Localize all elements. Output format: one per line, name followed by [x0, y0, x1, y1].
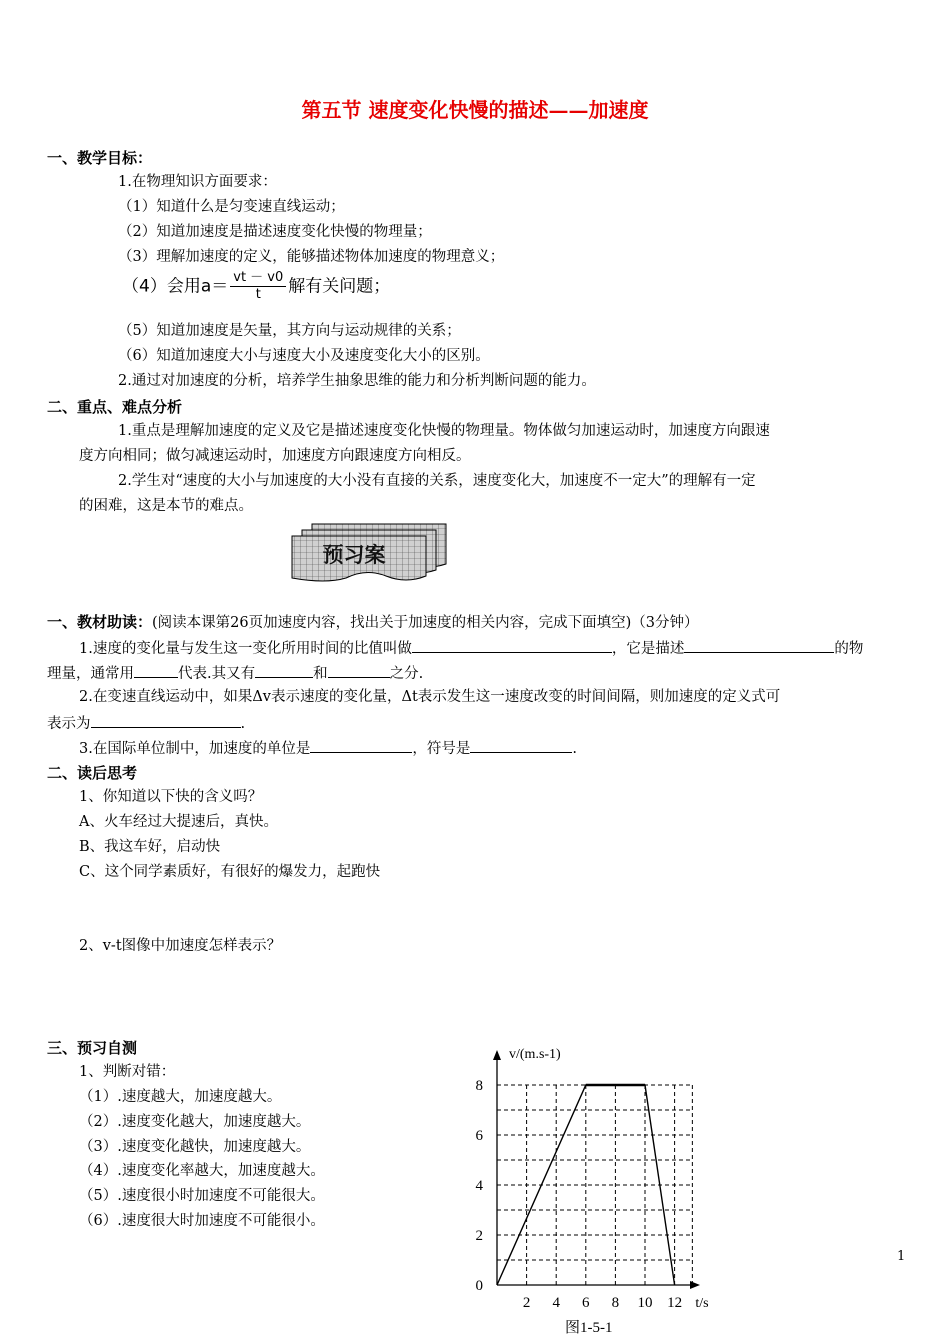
thinking-q1: 1、你知道以下快的含义吗？ — [79, 789, 263, 805]
x-axis-label: t/s — [695, 1296, 709, 1311]
y-tick-label: 0 — [475, 1278, 483, 1294]
banner-label: 预习案 — [322, 543, 386, 567]
selftest-q1: 1、判断对错： — [79, 1064, 176, 1080]
x-tick-label: 4 — [552, 1295, 560, 1311]
page-title: 第五节 速度变化快慢的描述——加速度 — [301, 98, 649, 122]
q1-blank-5[interactable] — [328, 662, 390, 678]
selftest-item-2: （2）.速度变化越大，加速度越大。 — [79, 1114, 311, 1130]
q2-text-b: 表示为 — [47, 716, 91, 732]
y-axis-arrow — [493, 1050, 501, 1060]
q1-text-g: 之分. — [389, 666, 424, 682]
x-axis-arrow — [690, 1281, 700, 1289]
formula-numerator: vt － v0 — [230, 270, 286, 287]
q1-text-b: ，它是描述 — [611, 641, 685, 657]
q3-blank-1[interactable] — [310, 737, 412, 753]
formula-prefix: （4）会用 — [122, 276, 201, 297]
reading-q2-line1: 2.在变速直线运动中，如果Δv表示速度的变化量，Δt表示发生这一速度改变的时间间隔，则加速度的定义式可 — [79, 689, 781, 705]
formula-lhs: a＝ — [200, 276, 229, 297]
y-tick-label: 6 — [475, 1128, 483, 1144]
q1-blank-4[interactable] — [255, 662, 313, 678]
goals-item-2: 2.通过对加速度的分析，培养学生抽象思维的能力和分析判断问题的能力。 — [118, 373, 596, 389]
q1-text-e: 代表.其又有 — [178, 666, 256, 682]
x-tick-label: 10 — [637, 1295, 653, 1311]
preview-banner — [288, 522, 450, 586]
x-tick-label: 2 — [522, 1295, 531, 1311]
goals-heading: 一、教学目标： — [47, 149, 153, 167]
acceleration-formula — [230, 270, 286, 303]
keypoints-p2b: 的困难，这是本节的难点。 — [79, 498, 253, 514]
goals-sub-5: （5）知道加速度是矢量，其方向与运动规律的关系； — [118, 323, 461, 339]
reading-q1-line2 — [47, 662, 423, 684]
q1-text-c: 的物 — [834, 641, 864, 657]
thinking-option-a: A、火车经过大提速后，真快。 — [79, 814, 278, 830]
selftest-item-4: （4）.速度变化率越大，加速度越大。 — [79, 1163, 325, 1179]
q1-blank-1[interactable] — [412, 637, 612, 653]
reading-q3 — [79, 737, 577, 759]
goals-sub-1: （1）知道什么是匀变速直线运动； — [118, 199, 345, 215]
page-number: 1 — [897, 1249, 906, 1264]
formula-suffix: 解有关问题； — [288, 276, 391, 297]
reading-q2-line2 — [47, 712, 245, 734]
thinking-option-c: C、这个同学素质好，有很好的爆发力，起跑快 — [79, 864, 381, 880]
y-tick-label: 4 — [475, 1178, 483, 1194]
keypoints-p2a: 2.学生对“速度的大小与加速度的大小没有直接的关系，速度变化大，加速度不一定大”的理解有一定 — [118, 473, 756, 489]
thinking-q2: 2、v-t图像中加速度怎样表示？ — [79, 938, 282, 954]
goals-sub-6: （6）知道加速度大小与速度大小及速度变化大小的区别。 — [118, 348, 490, 364]
q3-text-c: . — [572, 741, 577, 757]
selftest-item-6: （6）.速度很大时加速度不可能很小。 — [79, 1213, 325, 1229]
selftest-item-3: （3）.速度变化越快，加速度越大。 — [79, 1139, 311, 1155]
x-tick-label: 12 — [667, 1295, 683, 1311]
reading-line — [47, 612, 699, 633]
keypoints-heading: 二、重点、难点分析 — [47, 398, 183, 416]
reading-note: (阅读本课第26页加速度内容，找出关于加速度的相关内容，完成下面填空)（3分钟） — [152, 615, 699, 631]
reading-heading: 一、教材助读： — [47, 613, 153, 631]
keypoints-p1a: 1.重点是理解加速度的定义及它是描述速度变化快慢的物理量。物体做匀加速运动时，加速度方向跟速 — [118, 423, 770, 439]
selftest-item-1: （1）.速度越大，加速度越大。 — [79, 1089, 282, 1105]
y-axis-label: v/(m.s-1) — [509, 1047, 561, 1062]
q1-blank-3[interactable] — [134, 662, 178, 678]
q3-text-b: ，符号是 — [412, 741, 471, 757]
selftest-heading: 三、预习自测 — [47, 1039, 138, 1057]
q3-text-a: 3.在国际单位制中，加速度的单位是 — [79, 741, 311, 757]
q1-text-a: 1.速度的变化量与发生这一变化所用时间的比值叫做 — [79, 641, 412, 657]
q1-text-f: 和 — [313, 666, 328, 682]
x-tick-label: 8 — [611, 1295, 620, 1311]
thinking-option-b: B、我这车好，启动快 — [79, 839, 221, 855]
q1-text-d: 理量，通常用 — [47, 666, 134, 682]
keypoints-p1b: 度方向相同；做匀减速运动时，加速度方向跟速度方向相反。 — [79, 448, 471, 464]
goals-sub-3: （3）理解加速度的定义，能够描述物体加速度的物理意义； — [118, 249, 505, 265]
x-tick-label: 6 — [582, 1295, 590, 1311]
q1-blank-2[interactable] — [684, 637, 834, 653]
vt-chart — [460, 1040, 720, 1344]
y-tick-label: 8 — [475, 1078, 483, 1094]
goals-item-1: 1.在物理知识方面要求： — [118, 174, 277, 190]
goals-sub-4 — [122, 270, 390, 303]
q2-blank[interactable] — [91, 712, 241, 728]
q2-text-c: . — [240, 716, 246, 732]
goals-sub-2: （2）知道加速度是描述速度变化快慢的物理量； — [118, 224, 432, 240]
q3-blank-2[interactable] — [470, 737, 572, 753]
thinking-heading: 二、读后思考 — [47, 764, 138, 782]
formula-denominator: t — [255, 287, 261, 302]
selftest-item-5: （5）.速度很小时加速度不可能很大。 — [79, 1188, 325, 1204]
chart-caption: 图1-5-1 — [565, 1320, 613, 1336]
reading-q1-line1 — [79, 637, 863, 659]
y-tick-label: 2 — [475, 1228, 483, 1244]
